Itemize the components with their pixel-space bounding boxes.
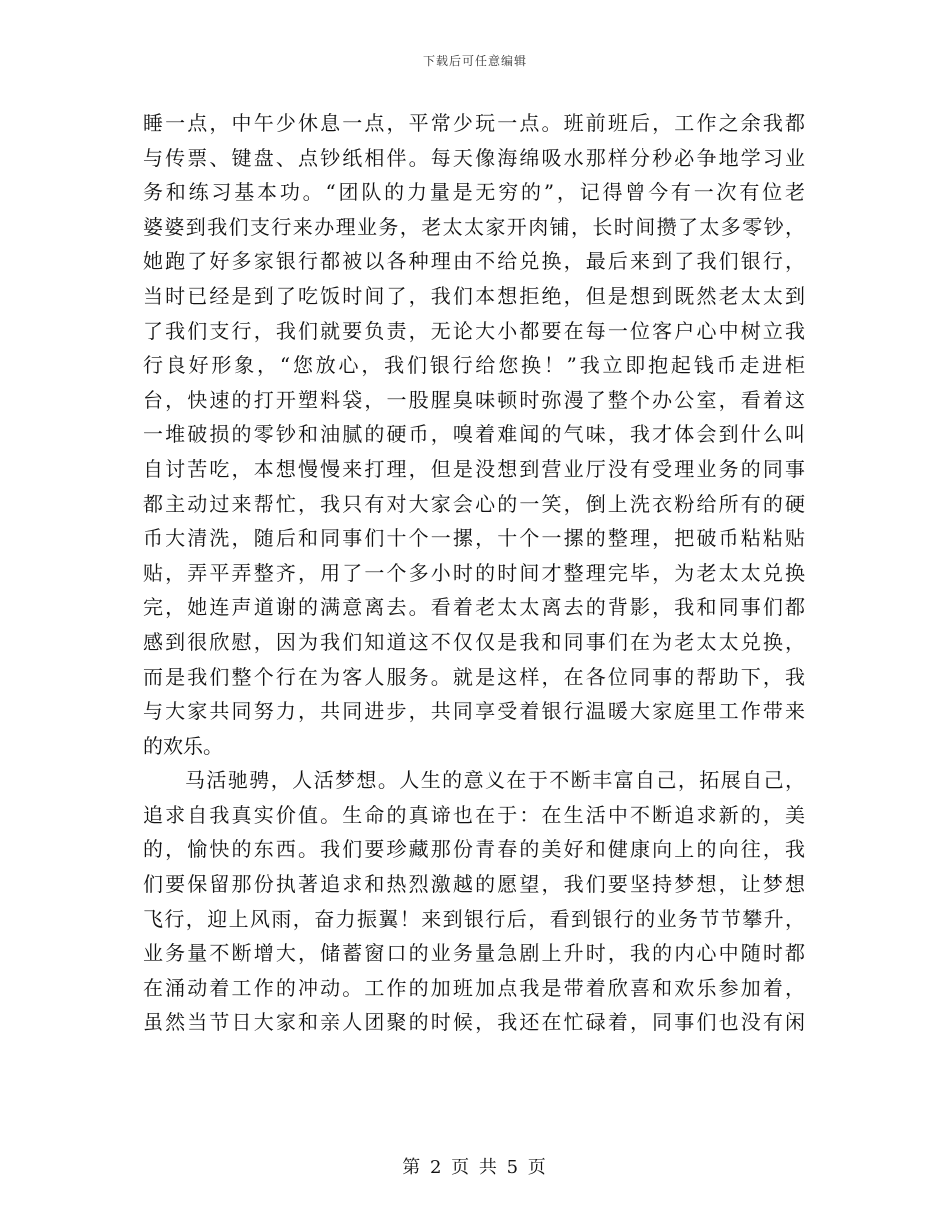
text-line: 务和练习基本功。“团队的力量是无穷的”，记得曾今有一次有位老 [143, 180, 805, 205]
text-line: 感到很欣慰，因为我们知道这不仅仅是我和同事们在为老太太兑换， [143, 629, 805, 654]
text-line: 了我们支行，我们就要负责，无论大小都要在每一位客户心中树立我 [143, 318, 805, 343]
text-line: 们要保留那份执著追求和热烈激越的愿望，我们要坚持梦想，让梦想 [143, 872, 805, 897]
text-line: 完，她连声道谢的满意离去。看着老太太离去的背影，我和同事们都 [143, 595, 805, 620]
text-line: 业务量不断增大，储蓄窗口的业务量急剧上升时，我的内心中随时都 [143, 941, 805, 966]
text-line: 而是我们整个行在为客人服务。就是这样，在各位同事的帮助下，我 [143, 664, 805, 689]
text-line: 都主动过来帮忙，我只有对大家会心的一笑，倒上洗衣粉给所有的硬 [143, 491, 805, 516]
paragraph-1 [143, 106, 805, 763]
document-body [143, 106, 805, 1040]
text-line: 婆婆到我们支行来办理业务，老太太家开肉铺，长时间攒了太多零钞， [143, 214, 805, 239]
text-line: 她跑了好多家银行都被以各种理由不给兑换，最后来到了我们银行， [143, 249, 805, 274]
page-header: 下载后可任意编辑 [422, 54, 527, 68]
text-line: 自讨苦吃，本想慢慢来打理，但是没想到营业厅没有受理业务的同事 [143, 456, 805, 481]
text-line: 追求自我真实价值。生命的真谛也在于：在生活中不断追求新的，美 [143, 802, 805, 827]
text-line: 在涌动着工作的冲动。工作的加班加点我是带着欣喜和欢乐参加着， [143, 975, 805, 1000]
text-line: 飞行，迎上风雨，奋力振翼！来到银行后，看到银行的业务节节攀升， [143, 906, 805, 931]
text-line: 的欢乐。 [143, 733, 223, 758]
text-line: 贴，弄平弄整齐，用了一个多小时的时间才整理完毕，为老太太兑换 [143, 560, 805, 585]
text-line: 行良好形象，“您放心，我们银行给您换！”我立即抱起钱币走进柜 [143, 353, 805, 378]
text-line: 币大清洗，随后和同事们十个一摞，十个一摞的整理，把破币粘粘贴 [143, 526, 805, 551]
text-line: 睡一点，中午少休息一点，平常少玩一点。班前班后，工作之余我都 [143, 111, 805, 135]
text-line: 与大家共同努力，共同进步，共同享受着银行温暖大家庭里工作带来 [143, 699, 805, 724]
text-line: 当时已经是到了吃饭时间了，我们本想拒绝，但是想到既然老太太到 [143, 283, 805, 308]
text-line: 台，快速的打开塑料袋，一股腥臭味顿时弥漫了整个办公室，看着这 [143, 387, 805, 412]
text-line: 虽然当节日大家和亲人团聚的时候，我还在忙碌着，同事们也没有闲 [143, 1010, 805, 1035]
text-line: 与传票、键盘、点钞纸相伴。每天像海绵吸水那样分秒必争地学习业 [143, 145, 805, 170]
text-line: 的，愉快的东西。我们要珍藏那份青春的美好和健康向上的向往，我 [143, 837, 805, 862]
text-line: 一堆破损的零钞和油腻的硬币，嗅着难闻的气味，我才体会到什么叫 [143, 422, 805, 447]
text-line: 马活驰骋，人活梦想。人生的意义在于不断丰富自己，拓展自己， [185, 768, 805, 793]
paragraph-2 [143, 763, 805, 1040]
page-number: 第 2 页 共 5 页 [402, 1157, 548, 1178]
